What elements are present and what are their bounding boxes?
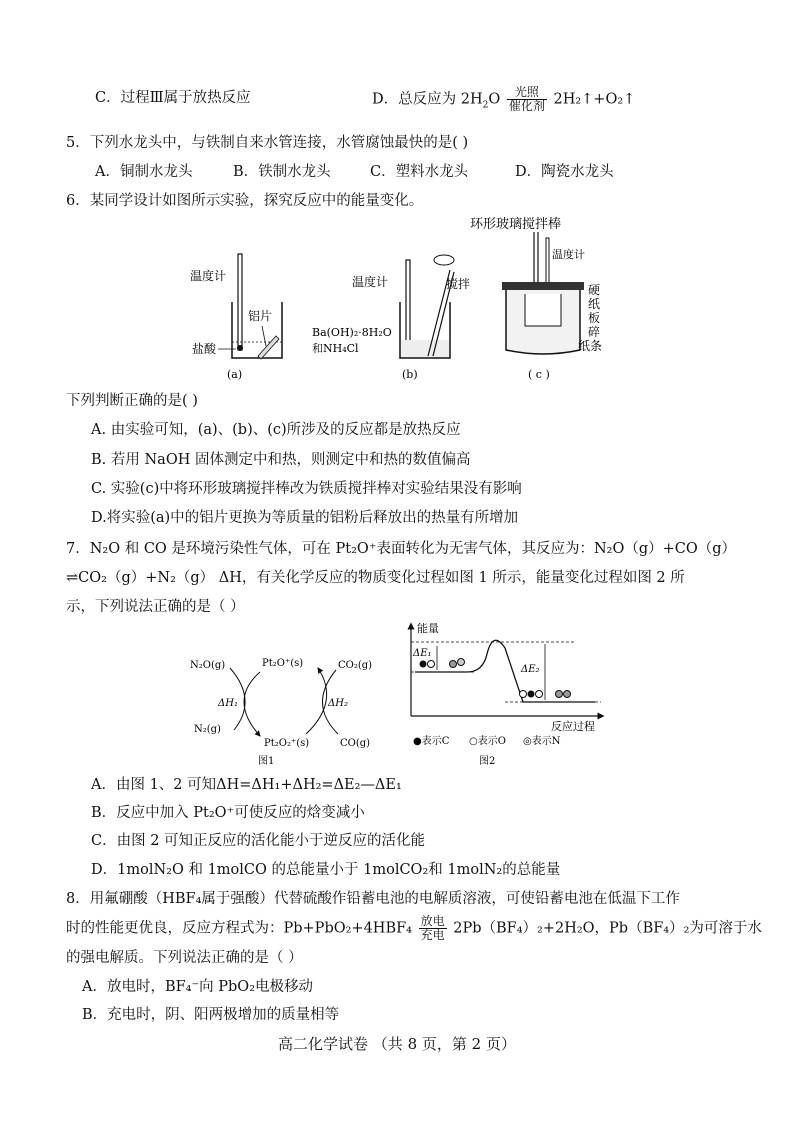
q8-equation-right: 2Pb（BF₄）₂+2H₂O，Pb（BF₄）₂为可溶于水 [453, 920, 762, 937]
q8-arrow-bottom: 充电 [420, 928, 445, 942]
b-solid-mixture [401, 340, 449, 357]
page-footer: 高二化学试卷 （共 8 页，第 2 页） [278, 1035, 516, 1053]
q7-stem-line3: 示，下列说法正确的是（ ） [66, 599, 245, 615]
q5-option-d: D．陶瓷水龙头 [515, 164, 614, 180]
q8-stem-line3: 的强电解质。下列说法正确的是（ ） [66, 950, 303, 966]
fig2-legend-o: ○表示O [469, 736, 506, 747]
q7-option-d: D．1molN₂O 和 1molCO 的总能量小于 1molCO₂和 1molN₂的总能量 [91, 862, 561, 878]
q7-stem-line1: 7．N₂O 和 CO 是环境污染性气体，可在 Pt₂O⁺表面转化为无害气体，其反应为：N₂O（g）+CO（g） [66, 541, 737, 557]
q5-option-b: B．铁制水龙头 [233, 164, 331, 180]
q4-option-c: C．过程Ⅲ属于放热反应 [95, 90, 251, 106]
fig2-caption: 图2 [479, 756, 496, 767]
apparatus-a [190, 254, 282, 381]
a-thermometer [238, 254, 242, 350]
fig2-legend-n: ◎表示N [523, 736, 561, 747]
q5-stem: 5．下列水龙头中，与铁制自来水管连接，水管腐蚀最快的是( ) [66, 135, 469, 151]
fig2-e2: ΔE₂ [521, 664, 540, 675]
q8-stem-line1: 8．用氟硼酸（HBF₄属于强酸）代替硫酸作铅蓄电池的电解质溶液，可使铅蓄电池在低温下工作 [66, 891, 680, 907]
fig1-co: CO(g) [340, 738, 371, 749]
b-reagent-line2: 和NH₄Cl [312, 342, 359, 355]
fig2-product-atom-2 [528, 691, 535, 698]
q4-option-d-mid: O [488, 91, 501, 108]
fig2-xlabel: 反应过程 [551, 720, 595, 733]
q5-option-c: C．塑料水龙头 [370, 164, 469, 180]
b-reagent-line1: Ba(OH)₂·8H₂O [312, 326, 392, 339]
a-foil-label: 铝片 [248, 309, 273, 323]
fig1-n2: N₂(g) [194, 724, 221, 735]
q8-arrow-top: 放电 [420, 914, 445, 928]
fig2-reactant-atom-4 [458, 659, 465, 666]
q7-option-c: C．由图 2 可知正反应的活化能小于逆反应的活化能 [91, 833, 426, 849]
fig1-pt2o2-plus: Pt₂O₂⁺(s) [264, 738, 310, 749]
b-thermometer [406, 260, 410, 350]
a-caption: (a) [227, 368, 243, 381]
q5-option-a: A．铜制水龙头 [95, 164, 193, 180]
reaction-condition-bottom: 催化剂 [508, 99, 545, 113]
c-thermometer-label: 温度计 [552, 248, 585, 261]
c-caption: ( c ) [528, 368, 550, 381]
q6-apparatus-figure [180, 208, 650, 388]
q8-reversible-arrow [419, 915, 447, 942]
c-board-label1: 硬 [588, 283, 601, 297]
q8-stem-line2 [66, 915, 762, 942]
q6-question: 下列判断正确的是( ) [66, 393, 198, 409]
apparatus-b [312, 255, 470, 381]
b-thermometer-label: 温度计 [352, 275, 389, 289]
fig1-dh1: ΔH₁ [218, 698, 238, 709]
q7-stem-line2: ⇌CO₂（g）+N₂（g） ΔH，有关化学反应的物质变化过程如图 1 所示，能量变化过程如图 2 所 [66, 570, 685, 586]
q4-option-d-sub: 2 [482, 100, 489, 111]
q8-equation-left: 时的性能更优良，反应方程式为：Pb+PbO₂+4HBF₄ [66, 920, 412, 937]
fig2-product-atom-4 [556, 691, 563, 698]
a-foil-leader [262, 326, 266, 346]
fig1-dh2: ΔH₂ [328, 698, 348, 709]
reaction-condition [507, 86, 547, 113]
fig2-reactant-atom-2 [428, 661, 435, 668]
b-stir-label: 搅拌 [446, 277, 471, 291]
c-board-label3: 板 [588, 311, 601, 325]
fig2-reactant-atom-1 [420, 661, 427, 668]
c-inner-beaker [525, 294, 561, 326]
fig2-product-atom-1 [520, 691, 527, 698]
c-paper-label1: 碎 [588, 325, 601, 339]
fig2-product-atom-5 [564, 691, 571, 698]
q4-option-d [372, 86, 635, 115]
fig1-right-curve-1 [306, 668, 327, 734]
fig1-n2o: N₂O(g) [190, 660, 226, 671]
fig2-product-atom-3 [536, 691, 543, 698]
fig2-ylabel: 能量 [417, 622, 439, 635]
q8-option-b: B．充电时，阴、阳两极增加的质量相等 [82, 1007, 340, 1023]
q6-option-b: B. 若用 NaOH 固体测定中和热，则测定中和热的数值偏高 [91, 452, 471, 468]
q4-option-d-prefix: D．总反应为 2H [372, 91, 483, 108]
b-caption: (b) [402, 368, 418, 381]
q6-option-c: C. 实验(c)中将环形玻璃搅拌棒改为铁质搅拌棒对实验结果没有影响 [91, 481, 522, 497]
b-stir-arrow [434, 255, 454, 265]
q4-option-d-product: 2H₂↑+O₂↑ [553, 91, 636, 108]
q6-option-d: D.将实验(a)中的铝片更换为等质量的铝粉后释放出的热量有所增加 [91, 510, 519, 526]
fig2-reactant-atom-3 [450, 661, 457, 668]
fig1-pt2o-plus: Pt₂O⁺(s) [262, 658, 304, 669]
a-acid-label: 盐酸 [192, 342, 217, 356]
a-thermometer-bulb [237, 345, 243, 351]
c-cardboard [502, 282, 584, 290]
reaction-condition-top: 光照 [507, 86, 547, 100]
c-paper-label2: 纸条 [578, 339, 603, 353]
a-aluminum-foil [258, 336, 279, 359]
q7-option-b: B．反应中加入 Pt₂O⁺可使反应的焓变减小 [91, 805, 365, 821]
q7-option-a: A．由图 1、2 可知ΔH=ΔH₁+ΔH₂=ΔE₂—ΔE₁ [91, 777, 402, 793]
fig2-legend-c: ●表示C [413, 736, 450, 747]
a-thermometer-label: 温度计 [190, 269, 227, 283]
fig1-left-curve-2 [244, 672, 260, 736]
apparatus-c [470, 216, 602, 381]
q8-option-a: A．放电时，BF₄⁻向 PbO₂电极移动 [82, 979, 314, 995]
fig1-caption: 图1 [258, 756, 275, 767]
q6-stem: 6．某同学设计如图所示实验，探究反应中的能量变化。 [66, 193, 424, 209]
c-stirrer-label: 环形玻璃搅拌棒 [470, 217, 562, 232]
q6-option-a: A. 由实验可知，(a)、(b)、(c)所涉及的反应都是放热反应 [91, 422, 461, 438]
q7-figure-1 [188, 650, 388, 768]
fig1-co2: CO₂(g) [338, 660, 373, 671]
c-board-label2: 纸 [588, 297, 601, 311]
fig2-e1: ΔE₁ [413, 648, 432, 659]
q7-figure-2 [405, 618, 615, 770]
